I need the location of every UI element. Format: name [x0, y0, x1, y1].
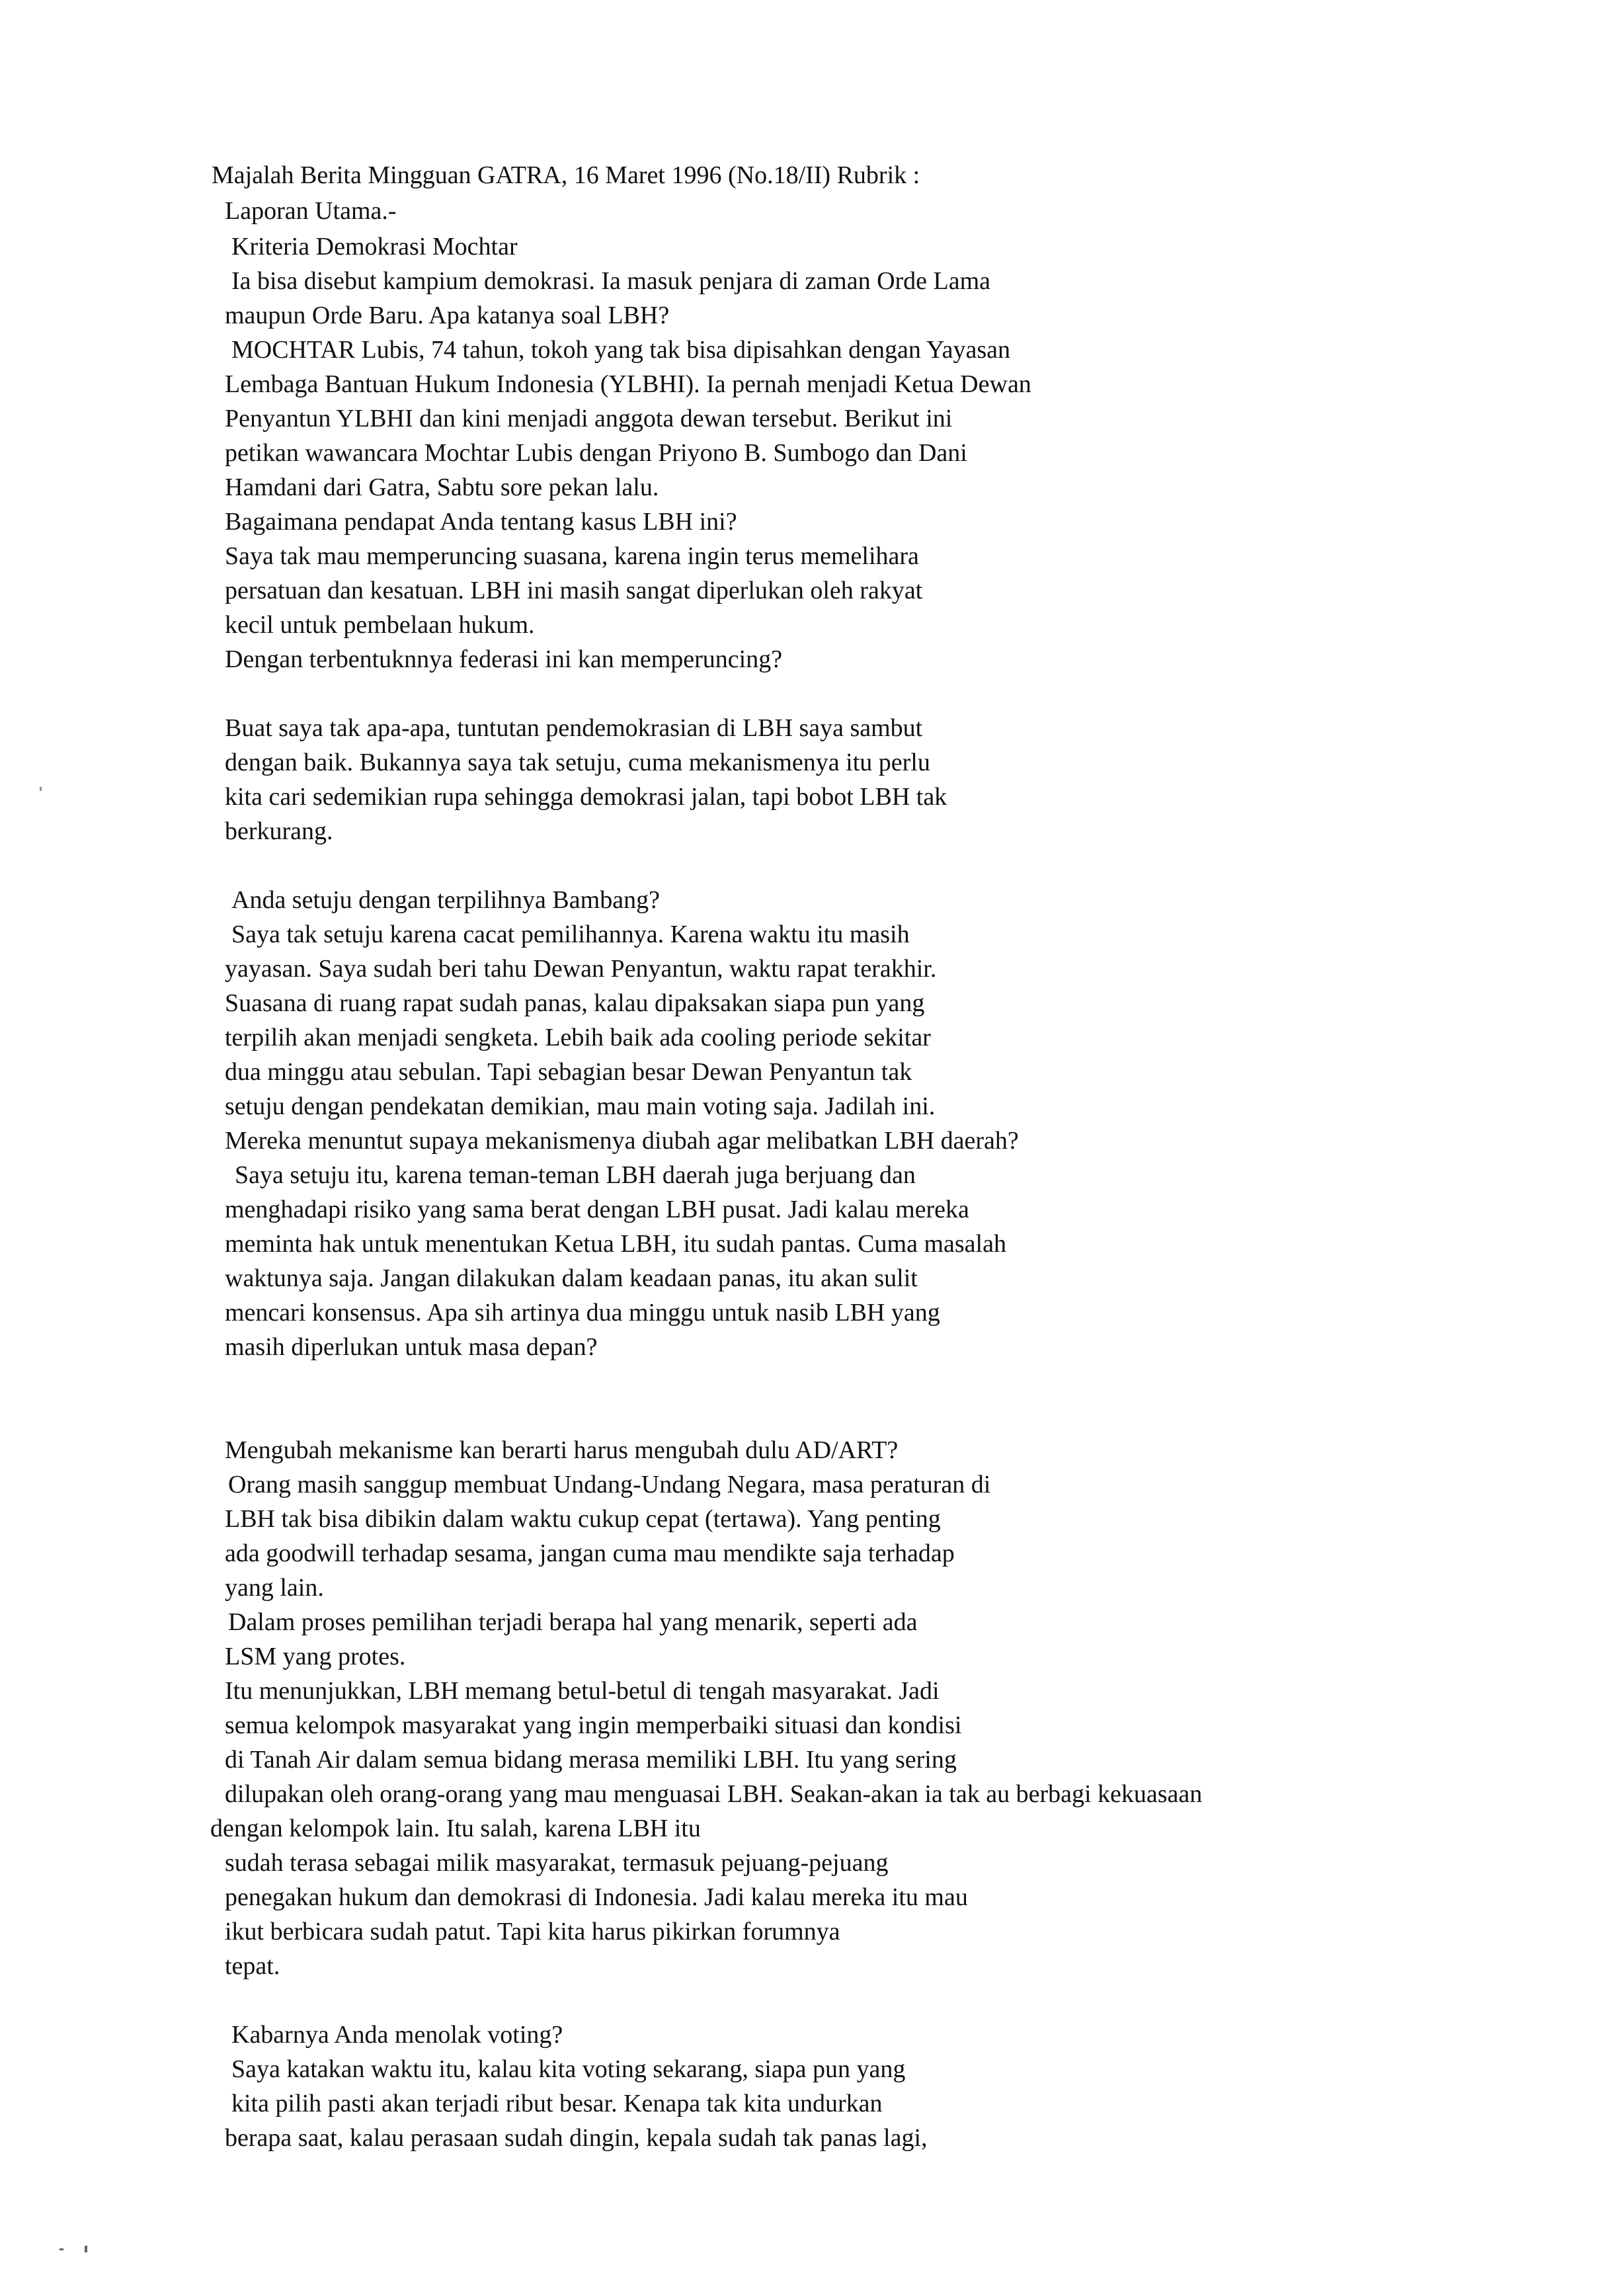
answer-line: kita cari sedemikian rupa sehingga demokrasi jalan, tapi bobot LBH tak — [225, 783, 947, 811]
question-line: LSM yang protes. — [225, 1643, 406, 1670]
answer-line: LBH tak bisa dibikin dalam waktu cukup cepat (tertawa). Yang penting — [225, 1505, 941, 1533]
answer-line: yang lain. — [225, 1574, 324, 1602]
answer-line: Saya setuju itu, karena teman-teman LBH daerah juga berjuang dan — [235, 1161, 916, 1189]
question-line: Mereka menuntut supaya mekanismenya diubah agar melibatkan LBH daerah? — [225, 1127, 1019, 1155]
intro-line: Lembaga Bantuan Hukum Indonesia (YLBHI). Ia pernah menjadi Ketua Dewan — [225, 370, 1031, 398]
scan-speck — [60, 2248, 63, 2250]
article-title: Kriteria Demokrasi Mochtar — [231, 233, 518, 261]
scan-speck — [85, 2246, 87, 2252]
answer-line: ikut berbicara sudah patut. Tapi kita harus pikirkan forumnya — [225, 1918, 840, 1946]
answer-line: dengan baik. Bukannya saya tak setuju, cuma mekanismenya itu perlu — [225, 749, 930, 776]
scan-speck — [40, 787, 42, 791]
intro-line: Penyantun YLBHI dan kini menjadi anggota dewan tersebut. Berikut ini — [225, 405, 953, 432]
answer-line: berapa saat, kalau perasaan sudah dingin, kepala sudah tak panas lagi, — [225, 2124, 928, 2152]
answer-line: masih diperlukan untuk masa depan? — [225, 1333, 598, 1361]
question-line: Dengan terbentuknnya federasi ini kan memperuncing? — [225, 645, 783, 673]
lead-line: Ia bisa disebut kampium demokrasi. Ia masuk penjara di zaman Orde Lama — [231, 267, 991, 295]
answer-line: Suasana di ruang rapat sudah panas, kalau dipaksakan siapa pun yang — [225, 989, 925, 1017]
lead-line: maupun Orde Baru. Apa katanya soal LBH? — [225, 302, 670, 329]
question-line: Mengubah mekanisme kan berarti harus mengubah dulu AD/ART? — [225, 1436, 899, 1464]
answer-line: semua kelompok masyarakat yang ingin memperbaiki situasi dan kondisi — [225, 1711, 962, 1739]
answer-line: kecil untuk pembelaan hukum. — [225, 611, 535, 639]
answer-line: Saya tak mau memperuncing suasana, karena ingin terus memelihara — [225, 542, 919, 570]
answer-line: mencari konsensus. Apa sih artinya dua minggu untuk nasib LBH yang — [225, 1299, 940, 1327]
answer-line: dua minggu atau sebulan. Tapi sebagian besar Dewan Penyantun tak — [225, 1058, 912, 1086]
answer-line: ada goodwill terhadap sesama, jangan cuma mau mendikte saja terhadap — [225, 1539, 955, 1567]
answer-line: waktunya saja. Jangan dilakukan dalam keadaan panas, itu akan sulit — [225, 1264, 918, 1292]
answer-line: di Tanah Air dalam semua bidang merasa memiliki LBH. Itu yang sering — [225, 1746, 957, 1774]
question-line: Bagaimana pendapat Anda tentang kasus LBH ini? — [225, 508, 737, 536]
header-line: Majalah Berita Mingguan GATRA, 16 Maret 1996 (No.18/II) Rubrik : — [212, 161, 920, 189]
question-line: Dalam proses pemilihan terjadi berapa hal yang menarik, seperti ada — [228, 1608, 918, 1636]
intro-line: Hamdani dari Gatra, Sabtu sore pekan lalu. — [225, 473, 659, 501]
answer-line: Saya katakan waktu itu, kalau kita voting sekarang, siapa pun yang — [231, 2055, 906, 2083]
answer-line: tepat. — [225, 1952, 280, 1980]
answer-line: dilupakan oleh orang-orang yang mau menguasai LBH. Seakan-akan ia tak au berbagi kekuasaan — [225, 1780, 1203, 1808]
answer-line: meminta hak untuk menentukan Ketua LBH, itu sudah pantas. Cuma masalah — [225, 1230, 1006, 1258]
answer-line: yayasan. Saya sudah beri tahu Dewan Penyantun, waktu rapat terakhir. — [225, 955, 937, 983]
answer-line: terpilih akan menjadi sengketa. Lebih baik ada cooling periode sekitar — [225, 1024, 931, 1051]
answer-line: Orang masih sanggup membuat Undang-Undang Negara, masa peraturan di — [228, 1471, 991, 1498]
scan-speck — [681, 1323, 683, 1325]
answer-line: berkurang. — [225, 817, 333, 845]
question-line: Kabarnya Anda menolak voting? — [231, 2021, 563, 2049]
answer-line: persatuan dan kesatuan. LBH ini masih sangat diperlukan oleh rakyat — [225, 577, 923, 604]
answer-line: dengan kelompok lain. Itu salah, karena LBH itu — [210, 1815, 701, 1842]
answer-line: kita pilih pasti akan terjadi ribut besar. Kenapa tak kita undurkan — [231, 2090, 883, 2117]
rubric-line: Laporan Utama.- — [225, 197, 397, 225]
answer-line: Buat saya tak apa-apa, tuntutan pendemokrasian di LBH saya sambut — [225, 714, 923, 742]
intro-line: petikan wawancara Mochtar Lubis dengan Priyono B. Sumbogo dan Dani — [225, 439, 967, 467]
answer-line: Itu menunjukkan, LBH memang betul-betul di tengah masyarakat. Jadi — [225, 1677, 940, 1705]
answer-line: sudah terasa sebagai milik masyarakat, termasuk pejuang-pejuang — [225, 1849, 889, 1877]
answer-line: penegakan hukum dan demokrasi di Indonesia. Jadi kalau mereka itu mau — [225, 1883, 968, 1911]
answer-line: Saya tak setuju karena cacat pemilihannya. Karena waktu itu masih — [231, 921, 910, 948]
intro-line: MOCHTAR Lubis, 74 tahun, tokoh yang tak bisa dipisahkan dengan Yayasan — [231, 336, 1010, 364]
answer-line: menghadapi risiko yang sama berat dengan LBH pusat. Jadi kalau mereka — [225, 1196, 969, 1223]
answer-line: setuju dengan pendekatan demikian, mau main voting saja. Jadilah ini. — [225, 1092, 936, 1120]
question-line: Anda setuju dengan terpilihnya Bambang? — [231, 886, 660, 914]
